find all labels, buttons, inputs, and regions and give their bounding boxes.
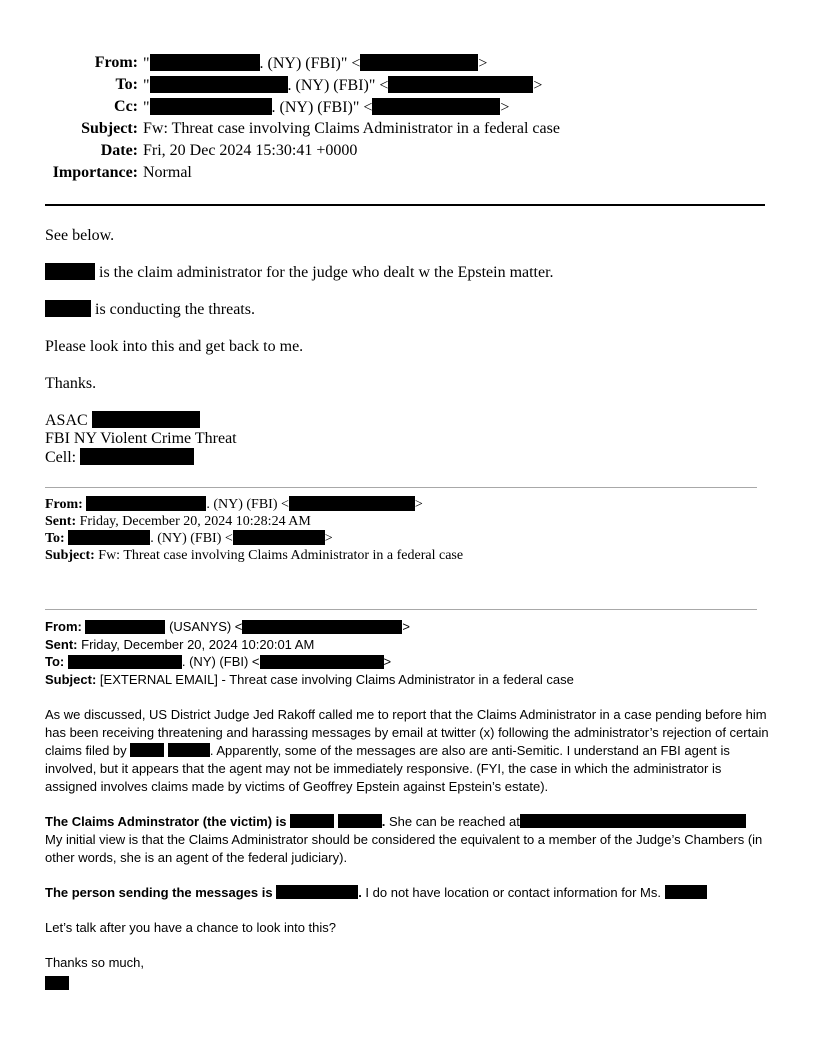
forward-subject-value: Fw: Threat case involving Claims Administrator in a federal case [98, 548, 464, 563]
original-paragraph: Let’s talk after you have a chance to look into this? [45, 920, 336, 935]
signature-cell-label: Cell: [45, 449, 81, 466]
redaction-block [242, 620, 402, 634]
redaction-block [168, 743, 210, 757]
to-value [143, 76, 604, 95]
from-value [143, 54, 604, 73]
sender-label: The person sending the messages is [45, 885, 277, 900]
original-from [45, 618, 574, 636]
original-signoff: Thanks so much, [45, 955, 144, 970]
victim-label: The Claims Adminstrator (the victim) is [45, 814, 291, 829]
date-label: Date: [100, 142, 138, 159]
forward-to-org: . (NY) (FBI) < [150, 531, 233, 546]
forward-sent [45, 513, 463, 530]
forward-header [45, 496, 463, 564]
header-divider [45, 204, 765, 206]
original-to-close: > [383, 654, 392, 669]
from-quote: " [143, 54, 150, 72]
redaction-block [150, 76, 288, 93]
signature-cell [45, 448, 765, 467]
original-paragraph [45, 884, 775, 902]
redaction-block [276, 885, 358, 899]
sender-period: . [358, 885, 362, 900]
original-subject-value: [EXTERNAL EMAIL] - Threat case involving Claims Administrator in a federal case [99, 671, 574, 687]
redaction-block [290, 814, 334, 828]
original-text: . Apparently, some of the messages are also are anti-Semitic. I understand an FBI agent is involved, but it appears that the agent may not be immediately responsive. (FYI, the case in which the administrator is assigned involves claims made by victims of Geoffrey Epstein against Epstein’s estate). [45, 743, 730, 794]
cc-quote: " [143, 98, 150, 116]
to-row [44, 74, 604, 96]
original-to [45, 653, 574, 671]
importance-label: Importance: [52, 164, 138, 181]
cc-label: Cc: [114, 98, 138, 115]
redaction-block [80, 448, 194, 465]
original-text: My initial view is that the Claims Administrator should be considered the equivalent to a member of the Judge’s Chambers (in other words, she is an agent of the federal judiciary). [45, 832, 763, 865]
original-from-label: From: [45, 619, 82, 634]
original-text: As we discussed, US District Judge Jed Rakoff called me to report that the Claims Administrator in a case pending before him has been receiving threatening and harassing messages by email at twitter (x) following the administrator’s rejection of certain claims filed by [45, 707, 769, 758]
original-sent-value: Friday, December 20, 2024 10:20:01 AM [81, 636, 315, 652]
redaction-block [85, 620, 165, 634]
message-line: See below. [45, 227, 115, 244]
from-org: . (NY) (FBI)" < [259, 54, 361, 72]
redaction-block [233, 530, 325, 545]
original-subject-label: Subject: [45, 671, 97, 687]
forward-subject-label: Subject: [45, 548, 95, 563]
original-to-label: To: [45, 654, 65, 669]
signature-title [45, 411, 765, 430]
message-line [45, 263, 765, 283]
forward-from-close: > [414, 497, 423, 512]
redaction-block [92, 411, 200, 428]
message-text: is the claim administrator for the judge who dealt w the Epstein matter. [95, 264, 554, 281]
cc-value [143, 98, 604, 117]
forward-to-label: To: [45, 531, 65, 546]
to-org: . (NY) (FBI)" < [287, 76, 389, 94]
cc-row [44, 96, 604, 118]
from-close: > [478, 54, 488, 72]
redaction-block [289, 496, 415, 511]
original-paragraph [45, 706, 775, 796]
redaction-block [372, 98, 500, 115]
forward-from-label: From: [45, 497, 83, 512]
original-subject [45, 671, 574, 689]
original-from-org: (USANYS) < [165, 619, 243, 634]
signature-role: ASAC [45, 412, 92, 429]
original-sent-label: Sent: [45, 636, 78, 652]
original-from-close: > [402, 619, 410, 634]
redaction-block [45, 263, 95, 280]
redaction-block [150, 54, 260, 71]
to-label: To: [115, 76, 138, 93]
redaction-block [665, 885, 707, 899]
redaction-block [45, 976, 69, 990]
original-text: I do not have location or contact information for Ms. [361, 885, 665, 900]
message-body [45, 226, 765, 467]
importance-value: Normal [143, 164, 192, 181]
redaction-block [130, 743, 164, 757]
original-sent [45, 636, 574, 654]
redaction-block [86, 496, 206, 511]
message-line: Thanks. [45, 375, 97, 392]
date-value: Fri, 20 Dec 2024 15:30:41 +0000 [143, 142, 358, 159]
forward-sent-label: Sent: [45, 514, 77, 529]
redaction-block [260, 655, 384, 669]
forward-from-org: . (NY) (FBI) < [206, 497, 289, 512]
forward-divider [45, 609, 757, 610]
forward-to [45, 530, 463, 547]
forward-from [45, 496, 463, 513]
original-header [45, 618, 574, 688]
message-line [45, 300, 765, 320]
redaction-block [360, 54, 478, 71]
subject-row [44, 118, 604, 140]
original-signature [45, 975, 775, 993]
victim-period: . [381, 814, 386, 829]
original-body [45, 706, 775, 993]
message-line: Please look into this and get back to me. [45, 338, 304, 355]
cc-org: . (NY) (FBI)" < [271, 98, 373, 116]
forward-subject [45, 547, 463, 564]
redaction-block [388, 76, 533, 93]
redaction-block [338, 814, 382, 828]
to-close: > [533, 76, 543, 94]
from-row [44, 52, 604, 74]
redaction-block [520, 814, 746, 828]
original-paragraph [45, 813, 775, 867]
original-to-org: . (NY) (FBI) < [181, 654, 260, 669]
date-row [44, 140, 604, 162]
to-quote: " [143, 76, 150, 94]
subject-label: Subject: [81, 120, 138, 137]
importance-row [44, 162, 604, 184]
message-text: is conducting the threats. [91, 301, 255, 318]
redaction-block [45, 300, 91, 317]
forward-to-close: > [324, 531, 333, 546]
from-label: From: [94, 54, 138, 71]
redaction-block [150, 98, 272, 115]
original-text: She can be reached at [385, 814, 520, 829]
subject-value: Fw: Threat case involving Claims Administrator in a federal case [143, 120, 560, 137]
cc-close: > [500, 98, 510, 116]
forward-sent-value: Friday, December 20, 2024 10:28:24 AM [79, 514, 311, 529]
email-header [44, 52, 604, 184]
forward-divider [45, 487, 757, 488]
redaction-block [68, 530, 150, 545]
redaction-block [68, 655, 182, 669]
signature-unit: FBI NY Violent Crime Threat [45, 430, 237, 447]
